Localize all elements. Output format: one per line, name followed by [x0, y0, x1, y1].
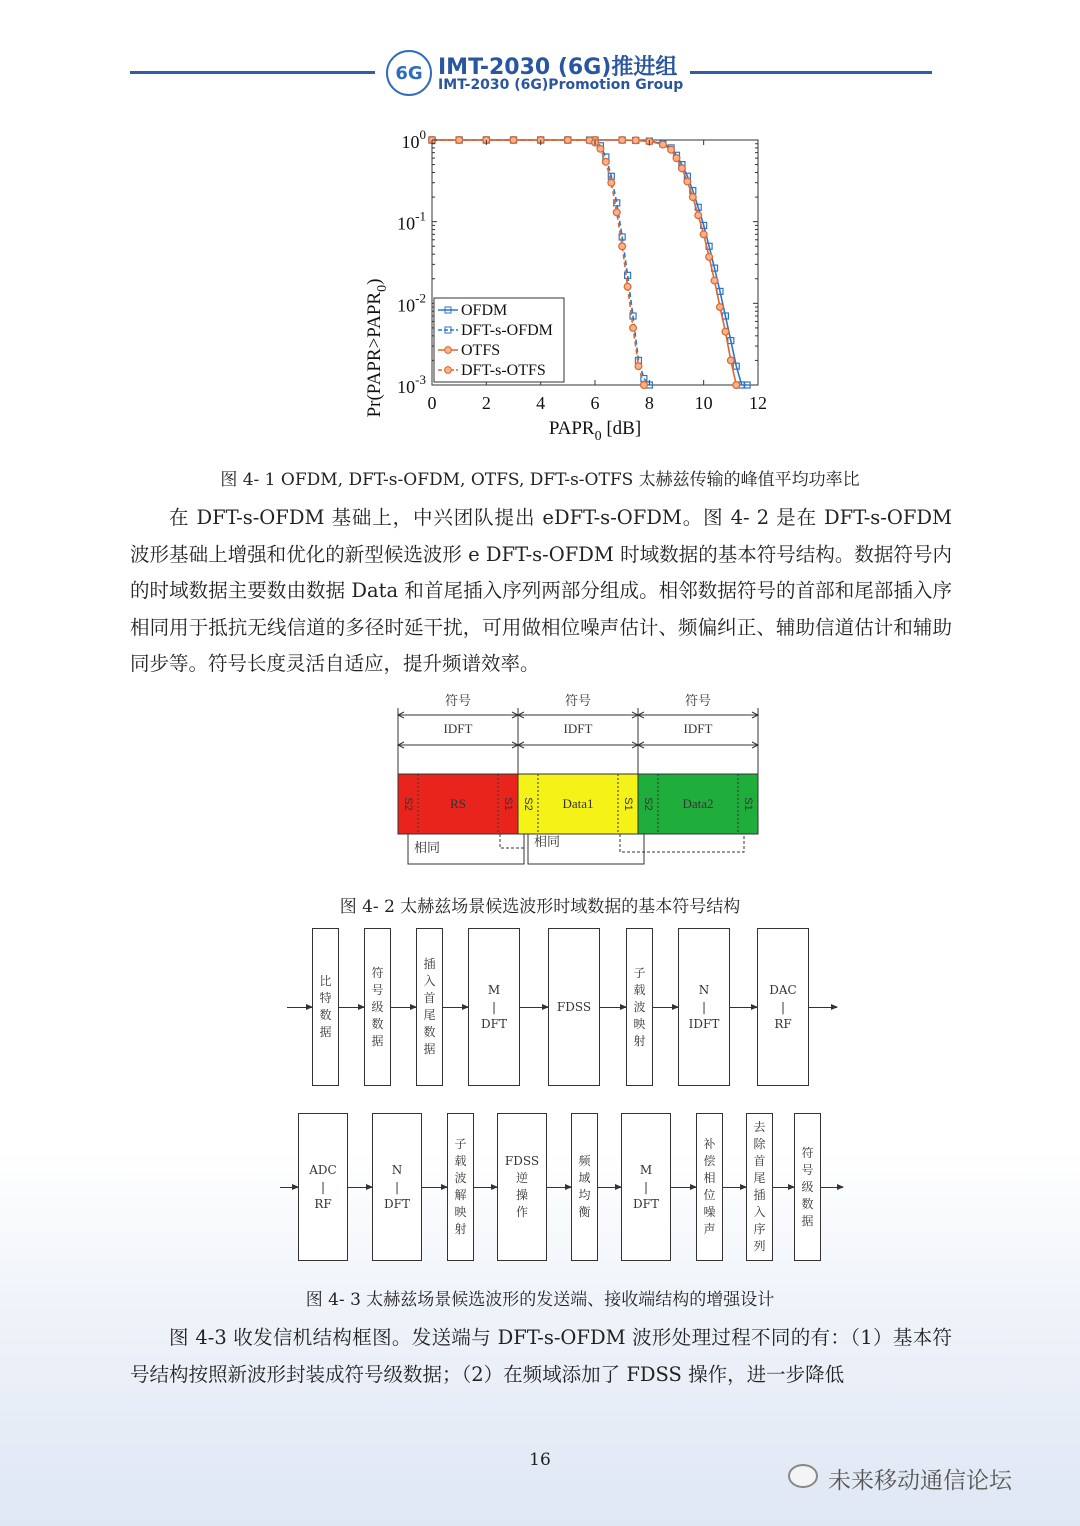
- data-point: [635, 363, 642, 370]
- tx-block: [626, 928, 653, 1086]
- rx-block: [298, 1113, 348, 1261]
- rx-block: [794, 1113, 821, 1261]
- rx-block-label: 频 域 均 衡: [578, 1154, 591, 1219]
- data-point: [727, 357, 734, 364]
- transceiver-block-diagram: [0, 920, 1080, 1270]
- data-point: [619, 243, 626, 250]
- page-number: 16: [529, 1450, 551, 1470]
- rx-block: [696, 1113, 723, 1261]
- idft-label: IDFT: [683, 721, 713, 736]
- head-label: S2: [522, 797, 535, 811]
- same-link-1: [500, 834, 524, 848]
- tx-block-label: M | DFT: [481, 982, 507, 1031]
- x-tick-label: 4: [536, 393, 546, 413]
- data-point: [673, 155, 680, 162]
- rx-flow-arrow: [671, 1187, 696, 1188]
- data-point: [695, 212, 702, 219]
- data-point: [510, 137, 517, 144]
- y-tick-label: $10^{-1}$: [397, 208, 426, 234]
- tx-flow-arrow: [391, 1007, 416, 1008]
- x-tick-label: 8: [644, 393, 654, 413]
- x-tick-label: 0: [427, 393, 437, 413]
- data-point: [668, 146, 675, 153]
- rx-flow-arrow: [598, 1187, 621, 1188]
- legend-label: DFT-s-OFDM: [461, 322, 553, 339]
- body-paragraph-1: [130, 500, 952, 683]
- header-title: IMT-2030 (6G)推进组: [438, 55, 678, 80]
- data-point: [711, 277, 718, 284]
- legend-label: DFT-s-OTFS: [461, 362, 546, 379]
- data-point: [679, 165, 686, 172]
- header-rule-right: [690, 71, 932, 74]
- tail-label: S1: [502, 797, 515, 811]
- paragraph-1-text: 在 DFT-s-OFDM 基础上，中兴团队提出 eDFT-s-OFDM。图 4- 2 是在 DFT-s-OFDM 波形基础上增强和优化的新型候选波形 e DFT-s-OFDM 时域数据的基本符号结构。数据符号内的时域数据主要数由数据 Data 和首尾插入序列两部分组成。相邻数据符号的首部和尾部插入序相同用于抵抗无线信道的多径时延干扰，可用做相位噪声估计、频偏纠正、辅助信道估计和辅助同步等。符号长度灵活自适应，提升频谱效率。: [130, 506, 952, 675]
- rx-block-label: N | DFT: [384, 1162, 410, 1211]
- tx-block-label: N | IDFT: [688, 982, 720, 1031]
- tx-block-label: DAC | RF: [769, 982, 797, 1031]
- same-link-2: [620, 834, 744, 852]
- legend-label: OTFS: [461, 342, 501, 359]
- data-point: [722, 328, 729, 335]
- idft-label: IDFT: [563, 721, 593, 736]
- papr-ccdf-chart: [0, 128, 1080, 448]
- data-point: [624, 283, 631, 290]
- figure3-caption: 图 4- 3 太赫兹场景候选波形的发送端、接收端结构的增强设计: [305, 1290, 775, 1310]
- rx-block-label: 子 载 波 解 映 射: [454, 1137, 467, 1236]
- rx-block-label: M | DFT: [633, 1162, 659, 1211]
- rx-flow-arrow: [821, 1187, 843, 1188]
- data-point: [602, 158, 609, 165]
- symbol-structure-diagram: [0, 688, 1080, 878]
- y-tick-label: $10^{-2}$: [397, 290, 426, 316]
- rx-block-label: FDSS 逆 操 作: [504, 1154, 540, 1219]
- x-tick-label: 2: [481, 393, 491, 413]
- rx-block: [497, 1113, 547, 1261]
- body-label: Data1: [562, 796, 594, 811]
- x-tick-label: 10: [694, 393, 713, 413]
- header-rule-left: [130, 71, 375, 74]
- imt2030-logo: 6G: [386, 50, 432, 96]
- x-tick-label: 12: [749, 393, 767, 413]
- tx-block-label: 插 入 首 尾 数 据: [423, 957, 436, 1056]
- rx-block: [372, 1113, 422, 1261]
- tx-block: [312, 928, 339, 1086]
- rx-block-label: ADC | RF: [309, 1162, 337, 1211]
- tx-flow-arrow: [653, 1007, 678, 1008]
- data-point: [597, 145, 604, 152]
- tx-flow-arrow: [443, 1007, 468, 1008]
- data-point: [641, 382, 648, 389]
- data-point: [700, 231, 707, 238]
- rx-flow-arrow: [547, 1187, 571, 1188]
- tail-label: S1: [622, 797, 635, 811]
- idft-label: IDFT: [443, 721, 473, 736]
- same-label: 相同: [414, 840, 441, 855]
- rx-input-arrow: [280, 1187, 298, 1188]
- header-subtitle: IMT-2030 (6G)Promotion Group: [438, 77, 684, 93]
- x-tick-label: 6: [590, 393, 600, 413]
- rx-block-label: 符 号 级 数 据: [801, 1145, 814, 1228]
- data-point: [660, 141, 667, 148]
- symbol-label: 符号: [564, 693, 592, 708]
- tx-block-label: FDSS: [556, 999, 592, 1014]
- x-axis-label: $PAPR_0$ [dB]: [548, 418, 642, 444]
- data-point: [717, 304, 724, 311]
- data-point: [632, 137, 639, 144]
- tx-block: [364, 928, 391, 1086]
- body-label: RS: [450, 796, 466, 811]
- tx-block-label: 子 载 波 映 射: [633, 965, 646, 1048]
- figure2-caption: 图 4- 2 太赫兹场景候选波形时域数据的基本符号结构: [339, 897, 741, 917]
- tx-flow-arrow: [730, 1007, 757, 1008]
- tx-flow-arrow: [809, 1007, 837, 1008]
- tx-flow-arrow: [339, 1007, 364, 1008]
- data-point: [684, 178, 691, 185]
- tail-label: S1: [742, 797, 755, 811]
- symbol-block-data2: [638, 774, 758, 834]
- rx-block: [571, 1113, 598, 1261]
- data-point: [733, 382, 740, 389]
- symbol-block-data1: [518, 774, 638, 834]
- rx-flow-arrow: [723, 1187, 746, 1188]
- symbol-block-rs: [398, 774, 518, 834]
- figure1-caption: 图 4- 1 OFDM, DFT-s-OFDM, OTFS, DFT-s-OTFS 太赫兹传输的峰值平均功率比: [220, 470, 860, 490]
- rx-flow-arrow: [773, 1187, 794, 1188]
- symbol-label: 符号: [684, 693, 712, 708]
- data-point: [613, 209, 620, 216]
- same-label: 相同: [534, 834, 561, 849]
- head-label: S2: [402, 797, 415, 811]
- tx-block: [416, 928, 443, 1086]
- y-tick-label: $10^0$: [401, 128, 426, 152]
- wechat-icon: [788, 1464, 818, 1488]
- data-point: [689, 194, 696, 201]
- rx-block-label: 去 除 首 尾 插 入 序 列: [753, 1120, 766, 1253]
- legend-label: OFDM: [461, 302, 508, 319]
- rx-block-label: 补 偿 相 位 噪 声: [703, 1137, 716, 1236]
- data-point: [608, 179, 615, 186]
- tx-block: [468, 928, 520, 1086]
- watermark-text: 未来移动通信论坛: [828, 1468, 1012, 1494]
- rx-flow-arrow: [348, 1187, 372, 1188]
- rx-flow-arrow: [422, 1187, 447, 1188]
- y-tick-label: $10^{-3}$: [397, 372, 426, 397]
- tx-block: [678, 928, 730, 1086]
- body-paragraph-2: [130, 1320, 952, 1393]
- data-point: [564, 137, 571, 144]
- tx-block: [757, 928, 809, 1086]
- body-label: Data2: [682, 796, 714, 811]
- tx-flow-arrow: [520, 1007, 548, 1008]
- data-point: [706, 254, 713, 261]
- y-axis-label: $Pr(PAPR>PAPR_0)$: [364, 278, 390, 418]
- paragraph-2-text: 图 4-3 收发信机结构框图。发送端与 DFT-s-OFDM 波形处理过程不同的有：（1）基本符号结构按照新波形封装成符号级数据；（2）在频域添加了 FDSS 操作，进一步降低: [130, 1326, 952, 1386]
- data-point: [456, 137, 463, 144]
- symbol-label: 符号: [444, 693, 472, 708]
- data-point: [630, 325, 637, 332]
- rx-block: [447, 1113, 474, 1261]
- rx-block: [746, 1113, 773, 1261]
- tx-block-label: 比 特 数 据: [319, 974, 332, 1039]
- tx-flow-arrow: [600, 1007, 626, 1008]
- head-label: S2: [642, 797, 655, 811]
- rx-flow-arrow: [474, 1187, 497, 1188]
- tx-block-label: 符 号 级 数 据: [371, 965, 384, 1048]
- tx-input-arrow: [287, 1007, 312, 1008]
- rx-block: [621, 1113, 671, 1261]
- data-point: [619, 137, 626, 144]
- tx-block: [548, 928, 600, 1086]
